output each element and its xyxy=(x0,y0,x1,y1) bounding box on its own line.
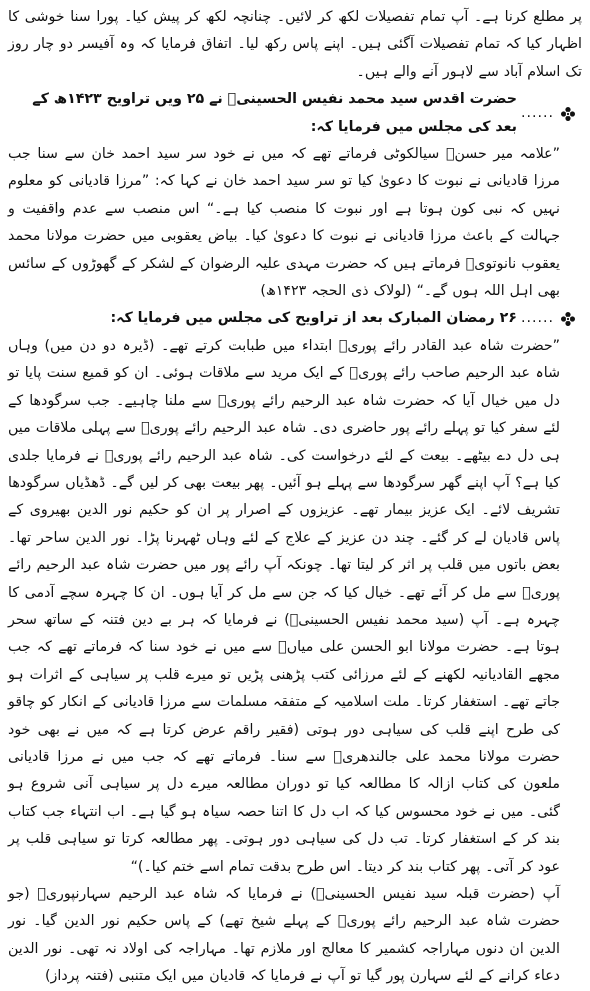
section-heading-1 xyxy=(8,86,582,141)
section-heading-2 xyxy=(8,305,582,332)
flower-ornament-icon xyxy=(560,106,576,122)
heading-text: ۲۶ رمضان المبارک بعد از تراویح کی مجلس میں فرمایا کہ: xyxy=(110,310,517,327)
flower-ornament-icon xyxy=(560,311,576,327)
paragraph-raipuri-narrative: ”حضرت شاہ عبد القادر رائے پوریؒ ابتداء میں طبابت کرتے تھے۔ (ڈیرہ دو دن میں) وہاں شاہ عبد الرحیم صاحب رائے پوریؒ کے ایک مرید سے ملاقات ہوئی۔ ان کو قمیع سنت پایا تو دل میں خیال آیا کہ حضرت شاہ عبد الرحیم رائے پوریؒ سے ملنا چاہیے۔ جب سرگودھا کے لئے سفر کیا تو پہلے رائے پور حاضری دی۔ شاہ عبد الرحیم رائے پوریؒ سے پہلی ملاقات میں ہی دل دے بیٹھے۔ بیعت کے لئے درخواست کی۔ شاہ عبد الرحیم رائے پوریؒ نے فرمایا جلدی کیا ہے؟ آپ اپنے گھر سرگودھا سے پہلے ہو آئیں۔ پھر بیعت بھی کر لیں گے۔ ڈھڈیاں سرگودھا تشریف لائے۔ ایک عزیز بیمار تھے۔ عزیزوں کے اصرار پر ان کو حکیم نور الدین بھیروی کے پاس قادیان لے کر گئے۔ چند دن عزیز کے علاج کے لئے وہاں ٹھہرنا پڑا۔ نور الدین ساحر تھا۔ بعض باتوں میں قلب پر اثر کر لیتا تھا۔ چونکہ آپ رائے پور میں حضرت شاہ عبد الرحیم رائے پوریؒ سے مل کر آئے تھے۔ خیال کیا کہ جن سے مل کر آیا ہوں۔ ان کا چہرہ سچے آدمی کا چہرہ ہے۔ آپ (سید محمد نفیس الحسینیؒ) نے فرمایا کہ ہر بے دین فتنہ کے ساتھ سحر ہوتا ہے۔ حضرت مولانا ابو الحسن علی میاںؒ سے میں نے خود سنا کہ فرماتے تھے کہ جب مجھے القادیانیہ لکھنے کے لئے مرزائی کتب پڑھنی پڑیں تو میرے قلب پر سیاہی کے اثرات ہو جاتے تھے۔ استغفار کرتا۔ ملت اسلامیہ کے متفقہ مسلمات سے مرزا قادیانی کے انکار کو چاقو کی طرح اپنے قلب کی سیاہی دور ہوتی (فقیر راقم عرض کرتا ہے کہ میں نے بھی خود حضرت مولانا محمد علی جالندھریؒ سے سنا۔ فرماتے تھے کہ جب میں نے مرزا قادیانی ملعون کی کتاب ازالہ کا مطالعہ کیا تو دوران مطالعہ میرے دل پر سیاہی آنی شروع ہو گئی۔ میں نے خود محسوس کیا کہ اب دل کا اتنا حصہ سیاہ ہو گیا ہے۔ اب انتہاء جب کتاب بند کر کے استغفار کرتا۔ تب دل کی سیاہی دور ہوتی۔ پھر مطالعہ کرتا تو سیاہی قلب پر عود کر آتی۔ پھر کتاب بند کر دیتا۔ اس طرح بدقت تمام اسے ختم کیا۔)“ xyxy=(8,337,560,875)
paragraph-saharanpuri: آپ (حضرت قبلہ سید نفیس الحسینیؒ) نے فرمایا کہ شاہ عبد الرحیم سہارنپوریؒ (جو حضرت شاہ عبد الرحیم رائے پوریؒ کے پہلے شیخ تھے) کے پاس حکیم نور الدین گیا۔ نور الدین ان دنوں مہاراجہ کشمیر کا معالج اور ملازم تھا۔ مہاراجہ کی اولاد نہ تھی۔ نور الدین دعاء کرانے کے لئے سہارن پور گیا تو آپ نے فرمایا کہ قادیان میں ایک متنبی (فتنہ پرداز) xyxy=(8,886,560,985)
heading-dots: ...... xyxy=(520,104,554,121)
paragraph-intro: پر مطلع کرنا ہے۔ آپ تمام تفصیلات لکھ کر لائیں۔ چنانچہ لکھ کر پیش کیا۔ پورا سنا خوشی کا اظہار کیا کہ تمام تفصیلات آگئی ہیں۔ اپنے پاس رکھ لیا۔ اتفاق فرمایا کہ وہ آفیسر دو چار روز تک اسلام آباد سے لاہور آنے والے ہیں۔ xyxy=(8,9,582,80)
heading-dots: ...... xyxy=(520,310,554,327)
paragraph-quote-sir-syed: ”علامہ میر حسنؒ سیالکوٹی فرماتے تھے کہ میں نے خود سر سید احمد خان سے سنا جب مرزا قادیانی نے نبوت کا دعویٰ کیا تو سر سید احمد خان نے کہا کہ: ”مرزا قادیانی کو معلوم نہیں کہ نبی کون ہوتا ہے اور نبوت کا منصب کیا ہے۔“ اس منصب سے عدم واقفیت و جہالت کے باعث مرزا قادیانی نے نبوت کا دعویٰ کیا۔ بیاض یعقوبی میں حضرت مولانا محمد یعقوب نانوتویؒ فرماتے ہیں کہ حضرت مہدی علیہ الرضوان کے لشکر کے گھوڑوں کے سائس بھی اہل اللہ ہوں گے۔“ (لولاک ذی الحجہ ۱۴۲۳ھ) xyxy=(8,146,560,300)
heading-text: حضرت اقدس سید محمد نفیس الحسینیؒ نے ۲۵ ویں تراویح ۱۴۲۳ھ کے بعد کی مجلس میں فرمایا کہ: xyxy=(32,91,517,135)
document-page xyxy=(8,4,582,985)
